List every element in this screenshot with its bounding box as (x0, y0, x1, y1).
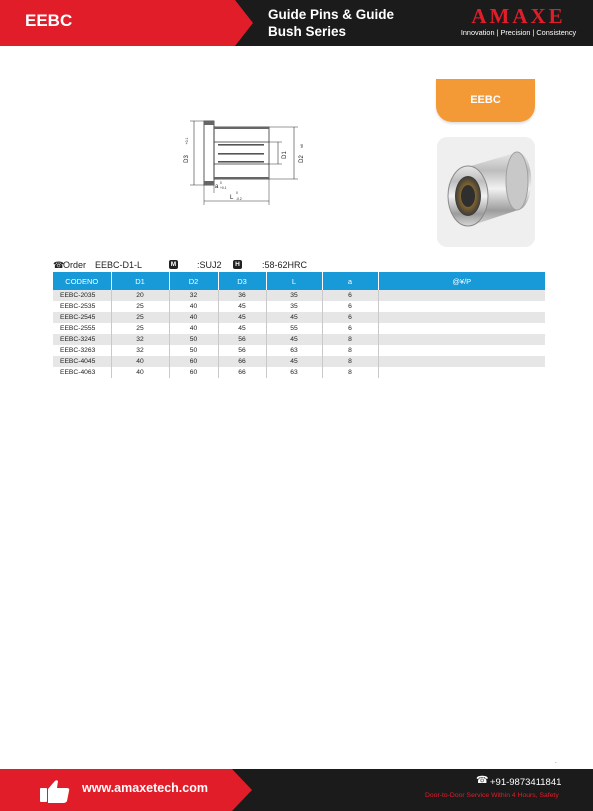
phone-icon: ☎ (476, 775, 489, 786)
drawing-flange-top (204, 121, 214, 125)
technical-drawing (172, 115, 332, 210)
order-code: EEBC-D1-L (95, 260, 143, 270)
cell-l: 63 (266, 345, 322, 356)
dim-l-label: L (230, 195, 234, 201)
table-header-row (53, 272, 545, 290)
cell-d1: 25 (111, 301, 169, 312)
dim-d2-label: D2 (299, 155, 305, 163)
cell-a: 8 (322, 345, 378, 356)
col-header-codeno: CODENO (53, 272, 111, 290)
hardness-value: :58-62HRC (262, 260, 308, 270)
dim-d1-label: D1 (282, 151, 288, 159)
cell-d2: 60 (169, 367, 218, 378)
drawing-flange-bottom (204, 181, 214, 185)
dim-d2-tolerance: h6 (300, 144, 304, 148)
cell-d1: 25 (111, 323, 169, 334)
brand-tagline: Innovation | Precision | Consistency (460, 28, 577, 37)
spec-table (53, 272, 545, 378)
table-row (53, 301, 545, 312)
cell-a: 8 (322, 334, 378, 345)
dim-a-label: a (215, 184, 219, 190)
product-photo (437, 137, 535, 247)
dim-d3-label: D3 (184, 155, 190, 163)
brand-name: AMAXE (471, 4, 566, 28)
cell-d3: 56 (218, 345, 266, 356)
cell-l: 45 (266, 334, 322, 345)
cell-d2: 50 (169, 334, 218, 345)
cell-price (378, 356, 545, 367)
cell-d1: 25 (111, 312, 169, 323)
cell-l: 63 (266, 367, 322, 378)
cell-price (378, 345, 545, 356)
cell-d2: 40 (169, 301, 218, 312)
dim-l-tol-top: 0 (236, 191, 238, 195)
cell-price (378, 323, 545, 334)
dim-a-tol-top: 0 (220, 181, 222, 185)
col-header-a: a (322, 272, 378, 290)
cell-price (378, 312, 545, 323)
cell-a: 6 (322, 301, 378, 312)
bush-illustration (448, 152, 531, 226)
hand-pointer-icon (38, 776, 72, 806)
cell-d2: 32 (169, 290, 218, 301)
cell-codeno: EEBC-2035 (53, 290, 111, 301)
table-row (53, 367, 545, 378)
cell-codeno: EEBC-2535 (53, 301, 111, 312)
col-header-l: L (266, 272, 322, 290)
cell-d3: 66 (218, 367, 266, 378)
cell-l: 45 (266, 356, 322, 367)
footer-website-link[interactable]: www.amaxetech.com (82, 781, 208, 795)
cell-d2: 40 (169, 312, 218, 323)
cell-codeno: EEBC-3245 (53, 334, 111, 345)
cell-a: 8 (322, 367, 378, 378)
cell-d3: 56 (218, 334, 266, 345)
series-title: Guide Pins & Guide Bush Series (268, 7, 395, 39)
cell-d3: 45 (218, 301, 266, 312)
cell-d1: 32 (111, 334, 169, 345)
cell-l: 55 (266, 323, 322, 334)
cell-l: 35 (266, 301, 322, 312)
cell-price (378, 290, 545, 301)
cell-d3: 45 (218, 323, 266, 334)
product-badge: EEBC (436, 79, 535, 122)
table-row (53, 290, 545, 301)
cell-price (378, 301, 545, 312)
drawing-body-bottom-edge (214, 177, 269, 179)
col-header-d3: D3 (218, 272, 266, 290)
cell-a: 6 (322, 290, 378, 301)
cell-codeno: EEBC-2545 (53, 312, 111, 323)
cell-price (378, 334, 545, 345)
drawing-body-top-edge (214, 127, 269, 129)
cell-a: 6 (322, 323, 378, 334)
page-mark: . (555, 759, 557, 765)
cell-price (378, 367, 545, 378)
order-label: Order (63, 260, 87, 270)
cell-a: 6 (322, 312, 378, 323)
dim-d3-tolerance: +0.1 (185, 137, 189, 145)
material-value: :SUJ2 (197, 260, 222, 270)
order-line: ☎ Order EEBC-D1-L M :SUJ2 H :58-62HRC (53, 260, 308, 270)
dim-a-tol-bottom: +0.1 (220, 186, 227, 190)
dim-l-tol-bottom: -0.2 (236, 197, 242, 201)
page-title: EEBC (25, 11, 73, 30)
cell-d1: 40 (111, 356, 169, 367)
table-row (53, 334, 545, 345)
cell-codeno: EEBC-3263 (53, 345, 111, 356)
footer-service-text: Door-to-Door Service Within 4 Hours, Safety (425, 792, 559, 799)
drawing-flange (204, 121, 214, 185)
brand-logo (447, 4, 590, 38)
cell-codeno: EEBC-4045 (53, 356, 111, 367)
col-header-price: @¥/P (378, 272, 545, 290)
order-phone-icon: ☎ (53, 260, 65, 270)
cell-d3: 45 (218, 312, 266, 323)
table-row (53, 356, 545, 367)
table-row (53, 345, 545, 356)
cell-d3: 36 (218, 290, 266, 301)
cell-d1: 32 (111, 345, 169, 356)
footer-phone[interactable]: +91-9873411841 (490, 777, 562, 788)
cell-codeno: EEBC-2555 (53, 323, 111, 334)
table-row (53, 323, 545, 334)
drawing-ball-rows (218, 144, 264, 163)
cell-d1: 20 (111, 290, 169, 301)
col-header-d1: D1 (111, 272, 169, 290)
cell-d2: 50 (169, 345, 218, 356)
cell-l: 45 (266, 312, 322, 323)
cell-l: 35 (266, 290, 322, 301)
cell-d1: 40 (111, 367, 169, 378)
cell-d3: 66 (218, 356, 266, 367)
cell-d2: 40 (169, 323, 218, 334)
col-header-d2: D2 (169, 272, 218, 290)
table-row (53, 312, 545, 323)
cell-d2: 60 (169, 356, 218, 367)
cell-codeno: EEBC-4063 (53, 367, 111, 378)
cell-a: 8 (322, 356, 378, 367)
